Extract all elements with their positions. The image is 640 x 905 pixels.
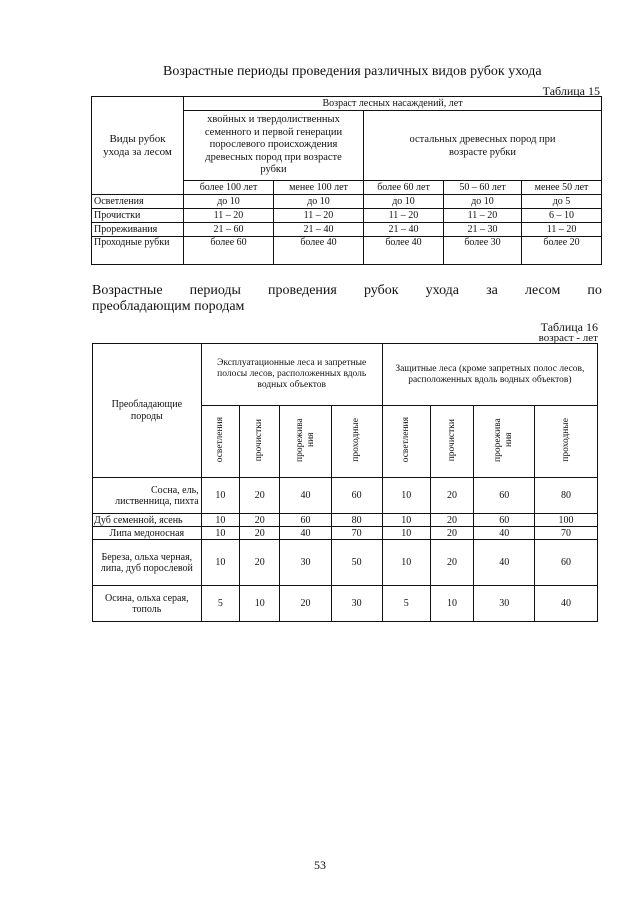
heading-word: по [587,283,602,298]
subcol-header: проходные [535,406,598,478]
cell: до 10 [184,195,274,209]
cell: 10 [430,586,474,622]
cell: более 60 [184,237,274,265]
cell: более 20 [522,237,602,265]
subcol-header: прочистки [240,406,280,478]
cell: 60 [535,540,598,586]
cell: 60 [474,478,535,514]
cell: 20 [240,527,280,540]
subcol-header: менее 50 лет [522,181,602,195]
row-name: Береза, ольха черная, липа, дуб порослевой [93,540,202,586]
cell: 20 [240,478,280,514]
row-name: Проходные рубки [92,237,184,265]
heading-word: ухода [425,283,460,298]
cell: 20 [430,540,474,586]
cell: 10 [240,586,280,622]
row-name: Прореживания [92,223,184,237]
table-row [93,527,598,540]
cell: 21 – 40 [364,223,444,237]
cell: 40 [474,527,535,540]
cell: 10 [382,527,430,540]
cell: 21 – 30 [444,223,522,237]
table-row [93,586,598,622]
cell: 100 [535,514,598,527]
table-row [93,540,598,586]
cell: 6 – 10 [522,209,602,223]
section-heading [92,283,602,315]
cell: 5 [382,586,430,622]
cell: 10 [201,527,239,540]
table-16 [92,343,598,622]
cell: 50 [331,540,382,586]
cell: 60 [474,514,535,527]
cell: 20 [430,514,474,527]
cell: 10 [382,478,430,514]
heading-word: рубок [363,283,399,298]
cell: 80 [535,478,598,514]
heading-word: периоды [189,283,241,298]
cell: более 30 [444,237,522,265]
cell: до 10 [274,195,364,209]
subcol-header: прочистки [430,406,474,478]
cell: 20 [280,586,331,622]
row-name: Осина, ольха серая, тополь [93,586,202,622]
subcol-header: проходные [331,406,382,478]
cell: 20 [430,478,474,514]
cell: 10 [382,514,430,527]
row-name: Липа медоносная [93,527,202,540]
row-name: Дуб семенной, ясень [93,514,202,527]
cell: 60 [280,514,331,527]
subcol-header: осветления [201,406,239,478]
cell: 11 – 20 [522,223,602,237]
table-15 [91,96,602,265]
subcol-header: более 60 лет [364,181,444,195]
heading-line-2: преобладающим породам [92,299,245,314]
cell: до 10 [444,195,522,209]
row-name: Сосна, ель, лиственница, пихта [93,478,202,514]
col-header-species: Преобладающие породы [93,344,202,478]
table16-unit: возраст - лет [538,332,598,344]
table-row [93,478,598,514]
cell: более 40 [274,237,364,265]
heading-word: за [486,283,498,298]
cell: 40 [280,527,331,540]
heading-word: Возрастные [92,283,163,298]
cell: 20 [430,527,474,540]
cell: более 40 [364,237,444,265]
cell: 30 [331,586,382,622]
subcol-header: прорежива ния [280,406,331,478]
subcol-header: менее 100 лет [274,181,364,195]
table-row [92,195,602,209]
col-header-age: Возраст лесных насаждений, лет [184,97,602,111]
cell: 40 [474,540,535,586]
heading-word: проведения [268,283,337,298]
table16-label: Таблица 16 [540,320,598,334]
cell: 11 – 20 [184,209,274,223]
cell: 21 – 60 [184,223,274,237]
subcol-header: осветления [382,406,430,478]
cell: до 5 [522,195,602,209]
group-conifer: хвойных и твердолиственных семенного и первой генерации порослевого происхождения древесных пород при возрасте рубки [184,111,364,181]
cell: 20 [240,540,280,586]
cell: 80 [331,514,382,527]
subcol-header: прорежива ния [474,406,535,478]
table-row [92,209,602,223]
table15-title: Возрастные периоды проведения различных видов рубок ухода [163,64,542,79]
subcol-header: 50 – 60 лет [444,181,522,195]
table-row [93,514,598,527]
table-row [92,223,602,237]
cell: 20 [240,514,280,527]
cell: 10 [201,514,239,527]
cell: 11 – 20 [364,209,444,223]
cell: до 10 [364,195,444,209]
cell: 10 [382,540,430,586]
cell: 40 [535,586,598,622]
heading-word: лесом [524,283,561,298]
cell: 5 [201,586,239,622]
table15-label: Таблица 15 [542,84,600,98]
cell: 40 [280,478,331,514]
row-name: Осветления [92,195,184,209]
cell: 10 [201,540,239,586]
row-name: Прочистки [92,209,184,223]
cell: 21 – 40 [274,223,364,237]
group-other: остальных древесных пород при возрасте рубки [364,111,602,181]
cell: 11 – 20 [444,209,522,223]
cell: 70 [535,527,598,540]
cell: 70 [331,527,382,540]
cell: 10 [201,478,239,514]
col-header-types: Виды рубок ухода за лесом [92,97,184,195]
page-number: 53 [314,858,326,872]
cell: 60 [331,478,382,514]
group-protect: Защитные леса (кроме запретных полос лесов, расположенных вдоль водных объектов) [382,344,597,406]
cell: 11 – 20 [274,209,364,223]
table-row [92,237,602,265]
cell: 30 [474,586,535,622]
group-exploit: Эксплуатационные леса и запретные полосы лесов, расположенных вдоль водных объектов [201,344,382,406]
subcol-header: более 100 лет [184,181,274,195]
cell: 30 [280,540,331,586]
